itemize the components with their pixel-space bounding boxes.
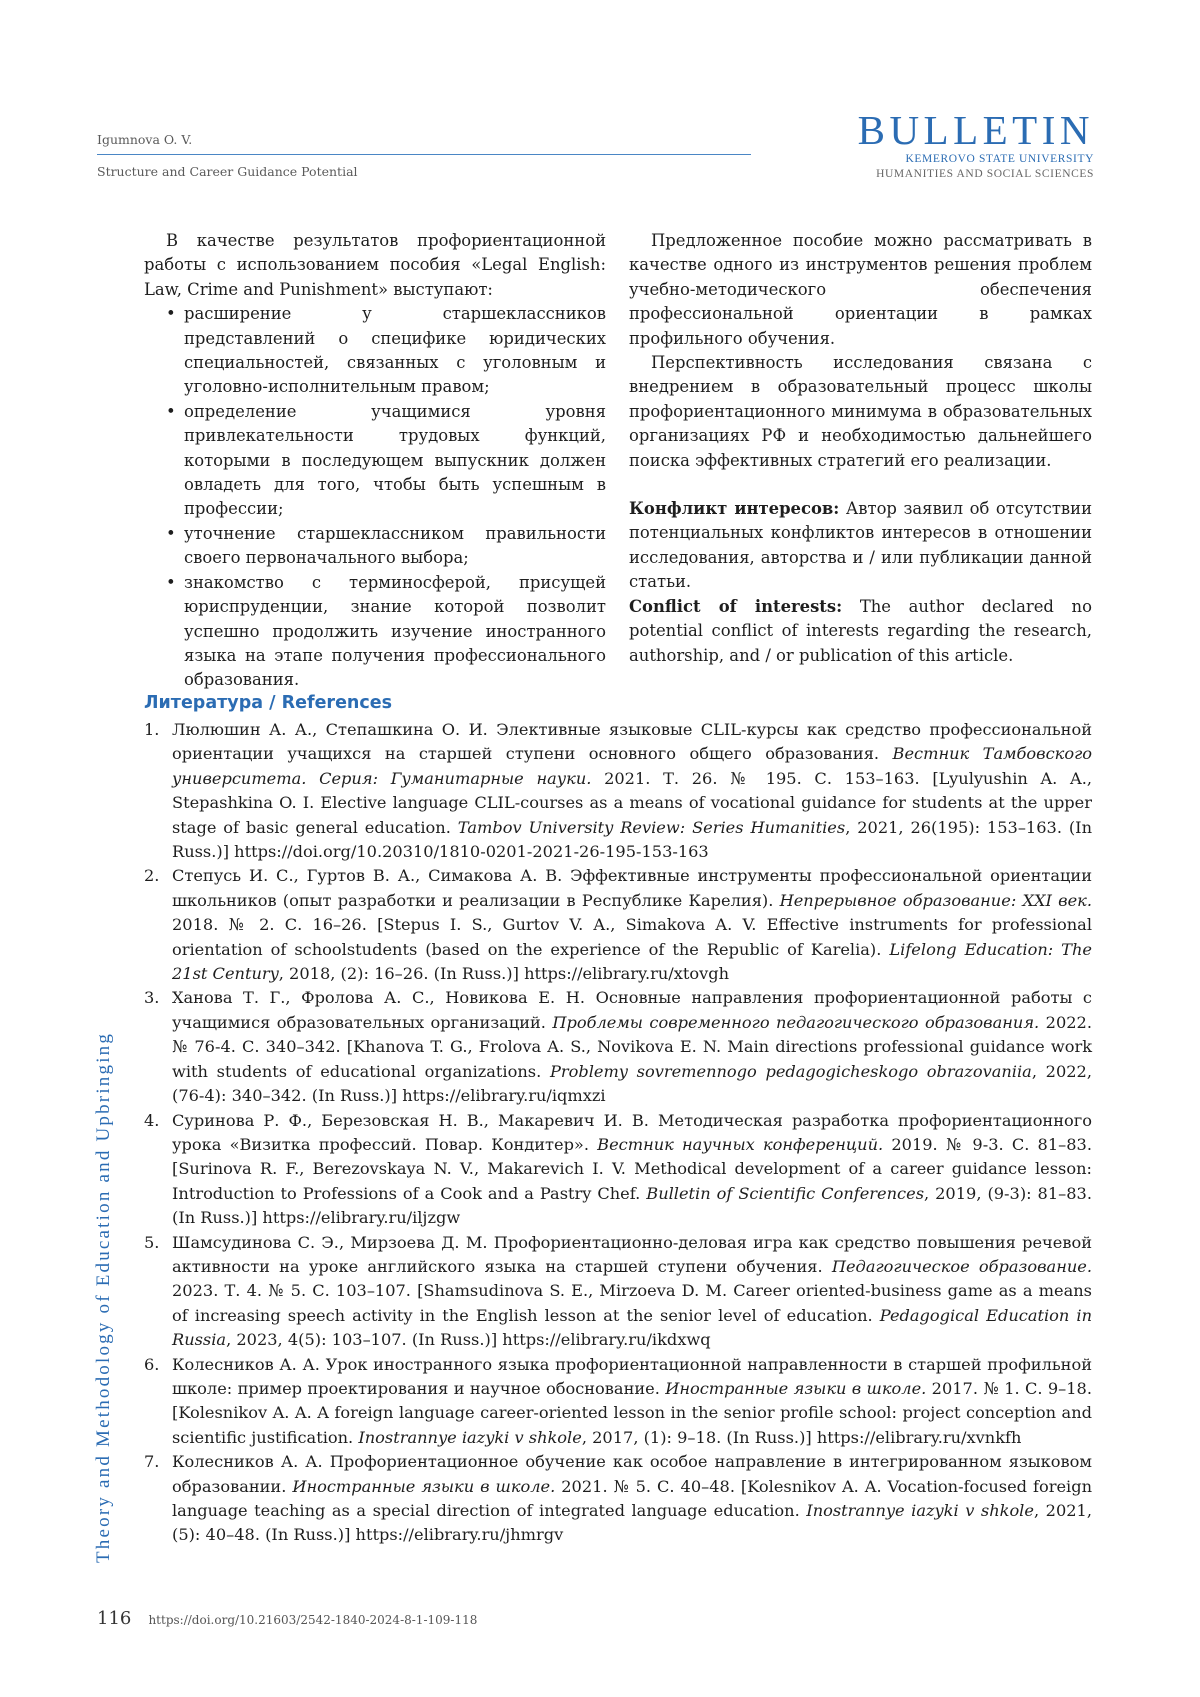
conflict-en	[629, 595, 1092, 668]
reference-number: 1.	[144, 720, 160, 739]
brand-subtitle-university: KEMEROVO STATE UNIVERSITY	[905, 153, 1094, 165]
reference-text: 2018. № 2. С. 16–26. [Stepus I. S., Gurtov V. A., Simakova A. V. Effective instruments for professional orientation of schoolstudents (based on the experience of the Republic of Karelia).	[172, 915, 1092, 959]
header-divider	[97, 154, 751, 155]
reference-text: 2022. № 76-4. С. 340–342. [Khanova T. G., Frolova A. S., Novikova E. N. Main directions professional guidance work with students of educational organizations.	[172, 1012, 1092, 1081]
reference-text: 2017. № 1. С. 9–18. [Kolesnikov A. A. A foreign language career-oriented lesson in the senior profile school: project conception and scientific justification.	[172, 1378, 1092, 1447]
reference-number: 7.	[144, 1452, 160, 1472]
references-list	[144, 718, 1092, 1548]
reference-text: 2021. Т. 26. № 195. С. 153–163. [Lyulyushin A. A., Stepashkina O. I. Elective language CLIL-courses as a means of vocational guidance for students at the upper stage of basic general education.	[172, 768, 1092, 837]
conflict-ru-label: Конфликт интересов:	[629, 499, 840, 519]
page-footer	[97, 1608, 477, 1629]
results-intro: В качестве результатов профориентационной работы с использованием пособия «Legal English: Law, Crime and Punishment» выступают:	[144, 231, 606, 299]
reference-item	[144, 718, 1092, 864]
journal-brand	[858, 108, 1094, 182]
list-item: • уточнение старшеклассником правильности своего первоначального выбора;	[184, 522, 606, 571]
reference-source: Проблемы современного педагогического образования.	[552, 1012, 1040, 1032]
reference-text: Ханова Т. Г., Фролова А. С., Новикова Е. Н. Основные направления профориентационной работы с учащимися образовательных организаций.	[172, 988, 1092, 1032]
conflict-en-text: The author declared no potential conflict of interests regarding the research, authorship, and / or publication of this article.	[629, 596, 1092, 665]
reference-source-en: Lifelong Education: The 21st Century	[172, 939, 1092, 984]
right-column	[629, 229, 1092, 668]
reference-source-en: Problemy sovremennogo pedagogicheskogo obrazovaniia	[549, 1061, 1032, 1081]
reference-text: Шамсудинова С. Э., Мирзоева Д. М. Профориентационно-деловая игра как средство повышения речевой активности на уроке английского языка на старшей ступени обучения.	[172, 1232, 1092, 1276]
reference-source: Непрерывное образование: XXI век.	[779, 890, 1092, 910]
reference-source-en: Inostrannye iazyki v shkole	[358, 1427, 582, 1447]
reference-source-en: Bulletin of Scientific Conferences	[646, 1183, 925, 1203]
paragraph: Перспективность исследования связана с внедрением в образовательный процесс школы профориентационного минимума в образовательных организациях РФ и необходимостью дальнейшего поиска эффективных стратегий его реализации.	[629, 353, 1092, 470]
reference-text: , 2018, (2): 16–26. (In Russ.)] https://elibrary.ru/xtovgh	[278, 964, 730, 984]
reference-text: , 2021, 26(195): 153–163. (In Russ.)] https://doi.org/10.20310/1810-0201-2021-26-195-153-163	[172, 817, 1092, 862]
reference-text: 2023. Т. 4. № 5. С. 103–107. [Shamsudinova S. E., Mirzoeva D. M. Career oriented-business game as a means of increasing speech activity in the English lesson at the senior level of education.	[172, 1281, 1092, 1325]
reference-text: , 2021, (5): 40–48. (In Russ.)] https://elibrary.ru/jhmrgv	[172, 1501, 1092, 1545]
references-title: Литература / References	[144, 693, 393, 713]
page-number: 116	[97, 1608, 132, 1629]
reference-number: 2.	[144, 866, 160, 886]
side-title-text: Theory and Methodology of Education and Upbringing	[93, 1031, 114, 1563]
reference-source: Иностранные языки в школе.	[292, 1476, 556, 1496]
reference-source-en: Tambov University Review: Series Humanities	[457, 817, 846, 837]
reference-source-en: Pedagogical Education in Russia	[172, 1305, 1092, 1350]
reference-source: Иностранные языки в школе.	[665, 1378, 927, 1398]
reference-source-en: Inostrannye iazyki v shkole	[806, 1501, 1034, 1520]
reference-text: 2019. № 9-3. С. 81–83. [Surinova R. F., Berezovskaya N. V., Makarevich I. V. Methodical development of a career guidance lesson: Introduction to Professions of a Cook and a Pastry Chef.	[172, 1134, 1092, 1203]
side-section-title	[93, 1032, 115, 1563]
list-item: • определение учащимися уровня привлекательности трудовых функций, которыми в последующем выпускник должен овладеть для того, чтобы быть успешным в профессии;	[184, 400, 606, 522]
conflict-en-label: Conflict of interests:	[629, 596, 843, 616]
reference-item	[144, 1231, 1092, 1353]
reference-text: Колесников А. А. Урок иностранного языка профориентационной направленности в старшей профильной школе: пример проектирования и научное обоснование.	[172, 1354, 1092, 1398]
doi-link[interactable]: https://doi.org/10.21603/2542-1840-2024-8-1-109-118	[148, 1613, 478, 1627]
conflict-ru-text: Автор заявил об отсутствии потенциальных конфликтов интересов в отношении исследования, авторства и / или публикации данной статьи.	[629, 499, 1092, 592]
reference-source: Вестник Тамбовского университета. Серия: Гуманитарные науки.	[172, 744, 1092, 788]
references-section	[144, 690, 1092, 1548]
reference-number: 4.	[144, 1110, 160, 1130]
reference-text: , 2019, (9-3): 81–83. (In Russ.)] https://elibrary.ru/iljzgw	[172, 1183, 1092, 1228]
reference-text: Степусь И. С., Гуртов В. А., Симакова А. В. Эффективные инструменты профессиональной ориентации школьников (опыт разработки и реализации в Республике Карелия).	[172, 866, 1092, 910]
reference-item	[144, 1109, 1092, 1231]
list-item: • знакомство с терминосферой, присущей юриспруденции, знание которой позволит успешно продолжить изучение иностранного языка на этапе получения профессионального образования.	[184, 571, 606, 693]
reference-number: 5.	[144, 1232, 160, 1252]
reference-text: Суринова Р. Ф., Березовская Н. В., Макаревич И. В. Методическая разработка профориентационного урока «Визитка профессий. Повар. Кондитер».	[172, 1110, 1092, 1154]
left-column	[144, 229, 606, 693]
header-author: Igumnova O. V.	[97, 132, 193, 147]
reference-text: Люлюшин А. А., Степашкина О. И. Элективные языковые CLIL-курсы как средство профессиональной ориентации учащихся на старшей ступени основного общего образования.	[172, 720, 1092, 764]
reference-text: , 2023, 4(5): 103–107. (In Russ.)] https://elibrary.ru/ikdxwq	[226, 1330, 711, 1350]
reference-source: Педагогическое образование.	[831, 1256, 1093, 1276]
conflict-ru	[629, 497, 1092, 595]
reference-item	[144, 1353, 1092, 1451]
reference-text: , 2022, (76-4): 340–342. (In Russ.)] https://elibrary.ru/iqmxzi	[172, 1061, 1092, 1106]
reference-text: Колесников А. А. Профориентационное обучение как особое направление в интегрированном языковом образовании.	[172, 1452, 1092, 1496]
reference-number: 3.	[144, 988, 160, 1008]
reference-number: 6.	[144, 1354, 160, 1374]
paragraph: Предложенное пособие можно рассматривать в качестве одного из инструментов решения проблем учебно-методического обеспечения профессиональной ориентации в рамках профильного обучения.	[629, 231, 1092, 348]
results-list	[144, 302, 606, 693]
list-item: • расширение у старшеклассников представлений о специфике юридических специальностей, связанных с уголовным и уголовно-исполнительным правом;	[184, 302, 606, 400]
reference-item	[144, 986, 1092, 1108]
reference-text: , 2017, (1): 9–18. (In Russ.)] https://elibrary.ru/xvnkfh	[581, 1427, 1022, 1447]
brand-subtitle-section: HUMANITIES AND SOCIAL SCIENCES	[876, 168, 1094, 180]
brand-title: BULLETIN	[857, 107, 1094, 153]
running-header	[97, 131, 358, 195]
reference-item	[144, 864, 1092, 986]
reference-text: 2021. № 5. С. 40–48. [Kolesnikov A. A. Vocation-focused foreign language teaching as a special direction of integrated language education.	[172, 1476, 1092, 1520]
reference-source: Вестник научных конференций.	[597, 1134, 884, 1154]
header-article-title: Structure and Career Guidance Potential	[97, 164, 358, 179]
spacer	[629, 473, 1092, 497]
reference-item	[144, 1450, 1092, 1548]
